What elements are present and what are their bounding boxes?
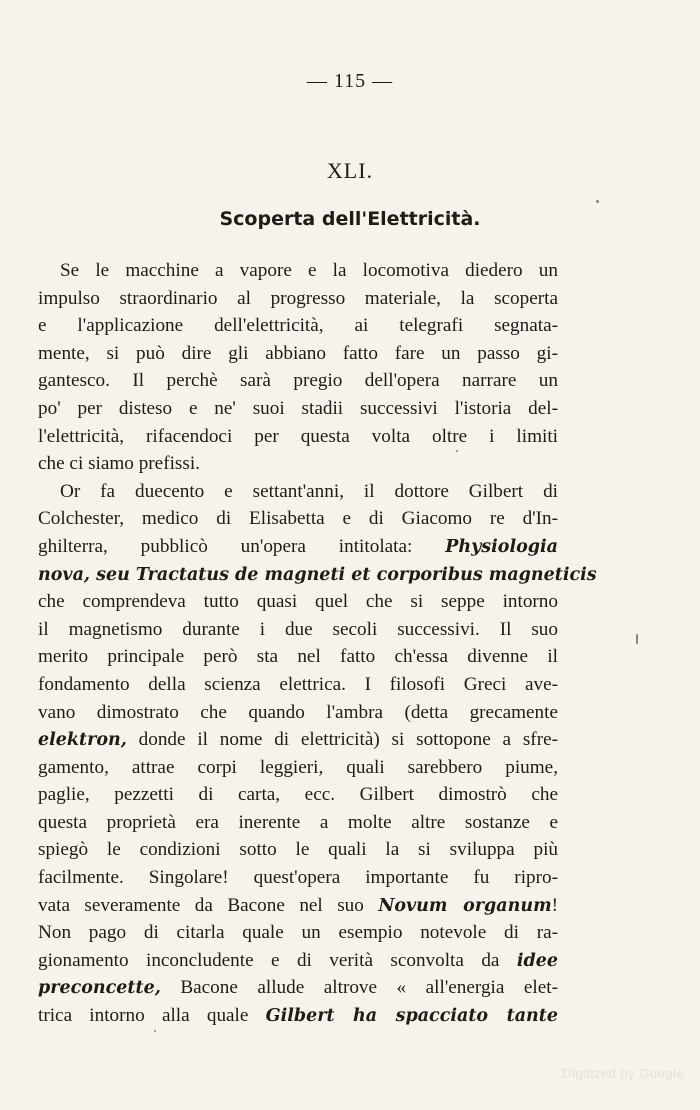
text-line <box>38 533 558 561</box>
text-segment: l'elettricità, rifacendoci per questa volta oltre i limiti <box>38 425 558 447</box>
text-segment: gamento, attrae corpi leggieri, quali sarebbero piume, <box>38 756 558 778</box>
text-line <box>38 1002 558 1030</box>
paper-speck <box>456 450 458 452</box>
text-segment: spiegò le condizioni sotto le quali la si sviluppa più <box>38 839 558 861</box>
text-segment: mente, si può dire gli abbiano fatto fare un passo gi- <box>38 342 558 364</box>
text-line <box>38 561 597 589</box>
text-segment: donde il nome di elettricità) si sottopone a sfre- <box>126 729 558 751</box>
text-segment: che comprendeva tutto quasi quel che si seppe intorno <box>38 591 558 613</box>
italic-text-segment: idee <box>516 950 558 971</box>
text-line <box>38 671 558 699</box>
text-segment: che ci siamo prefissi. <box>38 453 200 475</box>
paper-speck <box>154 1030 156 1032</box>
text-line <box>38 257 558 285</box>
text-line <box>38 505 558 533</box>
text-segment: gionamento inconcludente e di verità sconvolta da <box>38 949 517 971</box>
text-segment: vano dimostrato che quando l'ambra (detta grecamente <box>38 701 558 723</box>
text-line <box>38 478 558 506</box>
italic-text-segment: nova, seu Tractatus de magneti et corporibus magneticis <box>38 564 597 585</box>
text-segment: Colchester, medico di Elisabetta e di Giacomo re d'In- <box>38 508 558 530</box>
text-segment: Bacone allude altrove « all'energia elet- <box>160 977 558 999</box>
text-segment: ! <box>551 894 558 916</box>
italic-text-segment: Gilbert ha spacciato tante <box>265 1006 558 1027</box>
text-line <box>38 367 558 395</box>
text-line <box>38 395 558 423</box>
text-segment: il magnetismo durante i due secoli successivi. Il suo <box>38 618 558 640</box>
text-segment: vata severamente da Bacone nel suo <box>38 894 379 916</box>
text-line <box>38 754 558 782</box>
text-line <box>38 864 558 892</box>
text-line <box>38 423 558 451</box>
text-line <box>38 285 558 313</box>
text-line <box>38 312 558 340</box>
text-segment: fondamento della scienza elettrica. I filosofi Greci ave- <box>38 673 558 695</box>
chapter-body-text <box>38 257 597 1030</box>
text-line <box>38 726 558 754</box>
text-segment: ghilterra, pubblicò un'opera intitolata: <box>38 535 446 557</box>
text-segment: Se le macchine a vapore e la locomotiva diedero un <box>60 260 558 281</box>
text-line <box>38 809 558 837</box>
italic-text-segment: Physiologia <box>445 536 558 557</box>
paper-speck <box>636 634 638 644</box>
text-line <box>38 947 558 975</box>
text-line <box>38 450 558 478</box>
text-line <box>38 616 558 644</box>
text-segment: paglie, pezzetti di carta, ecc. Gilbert dimostrò che <box>38 784 558 806</box>
page-number: — 115 — <box>306 70 394 92</box>
chapter-title: Scoperta dell'Elettricità. <box>219 208 481 230</box>
digitization-watermark: Digitized by Google <box>562 1066 685 1081</box>
italic-text-segment: Novum organum <box>378 895 552 916</box>
text-line <box>38 588 558 616</box>
text-line <box>38 974 558 1002</box>
paper-speck <box>596 200 599 203</box>
text-segment: questa proprietà era inerente a molte altre sostanze e <box>38 811 558 833</box>
text-line <box>38 919 558 947</box>
italic-text-segment: preconcette, <box>38 978 161 999</box>
italic-text-segment: elektron, <box>38 730 127 751</box>
text-segment: trica intorno alla quale <box>38 1005 266 1027</box>
text-line <box>38 699 558 727</box>
text-line <box>38 340 558 368</box>
text-line <box>38 892 558 920</box>
chapter-numeral: XLI. <box>326 158 374 183</box>
text-segment: merito principale però sta nel fatto ch'essa divenne il <box>38 646 558 668</box>
text-segment: Or fa duecento e settant'anni, il dottore Gilbert di <box>60 480 558 502</box>
text-segment: gantesco. Il perchè sarà pregio dell'opera narrare un <box>38 370 558 392</box>
text-segment: impulso straordinario al progresso materiale, la scoperta <box>38 287 558 309</box>
text-line <box>38 781 558 809</box>
text-line <box>38 643 558 671</box>
text-segment: e l'applicazione dell'elettricità, ai telegrafi segnata- <box>38 315 558 337</box>
text-segment: facilmente. Singolare! quest'opera importante fu ripro- <box>38 867 558 889</box>
text-segment: po' per disteso e ne' suoi stadii successivi l'istoria del- <box>38 397 558 419</box>
text-line <box>38 836 558 864</box>
text-segment: Non pago di citarla quale un esempio notevole di ra- <box>38 922 558 944</box>
